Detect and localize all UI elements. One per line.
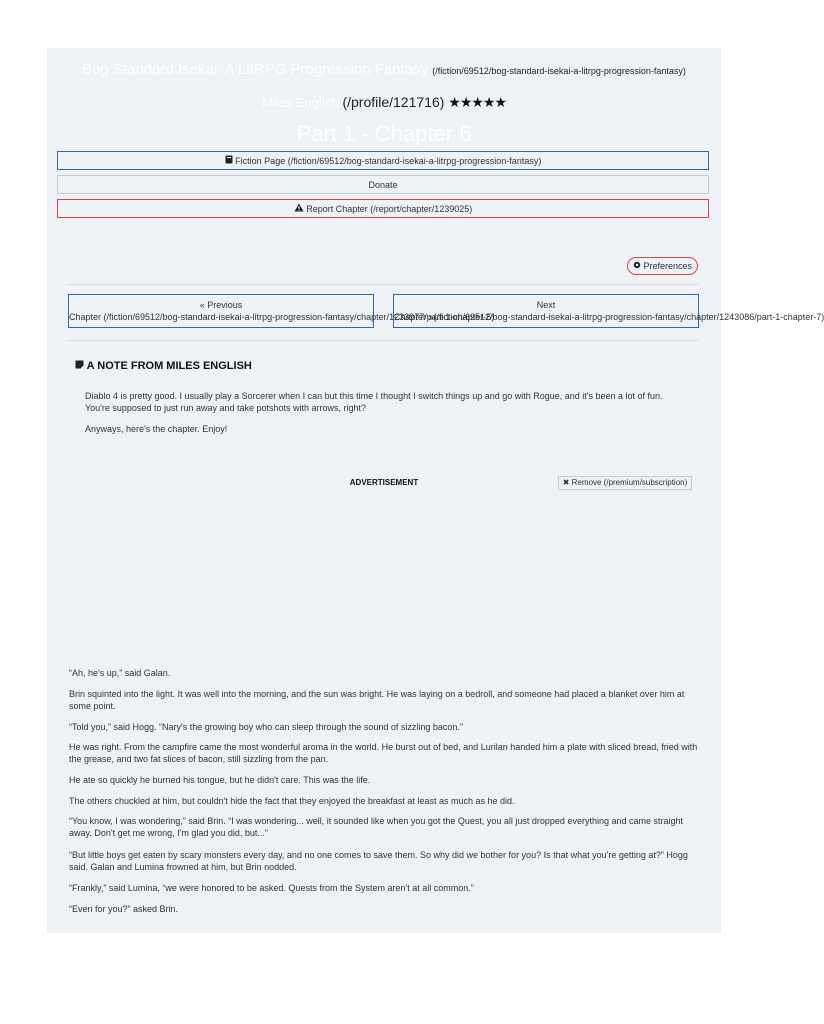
previous-chapter-url: Chapter (/fiction/69512/bog-standard-isekai-a-litrpg-progression-fantasy/chapter/1233977/part-1-chapter-5) bbox=[69, 312, 495, 322]
fiction-page-label: Fiction Page (/fiction/69512/bog-standard-isekai-a-litrpg-progression-fantasy) bbox=[235, 156, 542, 166]
fiction-title-url: (/fiction/69512/bog-standard-isekai-a-litrpg-progression-fantasy) bbox=[432, 66, 686, 76]
fiction-title-row bbox=[47, 60, 721, 81]
previous-chapter-button[interactable] bbox=[68, 294, 495, 328]
preferences-button[interactable] bbox=[627, 257, 698, 275]
donate-button[interactable] bbox=[57, 175, 709, 194]
author-row bbox=[47, 92, 721, 113]
story-paragraph: The others chuckled at him, but couldn't hide the fact that they enjoyed the breakfast at least as much as he did. bbox=[69, 796, 515, 806]
previous-label: « Previous bbox=[199, 300, 243, 310]
story-paragraph: “Frankly,” said Lumina, “we were honored to be asked. Quests from the System aren't at all common.” bbox=[69, 883, 474, 893]
preferences-label: Preferences bbox=[643, 261, 693, 271]
report-chapter-label: Report Chapter (/report/chapter/1239025) bbox=[306, 204, 473, 214]
chapter-page bbox=[47, 48, 824, 933]
close-icon: ✖ bbox=[562, 478, 570, 487]
divider bbox=[68, 284, 698, 285]
gear-icon bbox=[633, 258, 641, 274]
story-paragraph: “You know, I was wondering,” said Brin. “I was wondering... well, it sounded like when you got the Quest, you all just dropped everything and came straight away. Don't get me wrong, I'm glad you did, but...” bbox=[69, 816, 684, 838]
author-note-heading bbox=[75, 360, 252, 372]
author-url: (/profile/121716) bbox=[342, 94, 445, 110]
donate-label: Donate bbox=[368, 180, 398, 190]
author-link[interactable]: Miles English bbox=[261, 95, 339, 110]
chapter-title: Part 1 - Chapter 6 bbox=[296, 121, 472, 146]
book-icon bbox=[225, 152, 233, 171]
story-paragraph: “But little boys get eaten by scary monsters every day, and no one comes to save them. So why did we bother for you? Is that what you're getting at?” Hogg said. Galan and Lumina frowned at him, but Brin nodded. bbox=[69, 850, 688, 872]
divider bbox=[68, 340, 698, 341]
author-note-paragraph: Diablo 4 is pretty good. I usually play a Sorcerer when I can but this time I thought I switch things up and go with Rogue, and it's been a lot of fun. You're supposed to just run away and take potshots with arrows, right? bbox=[85, 391, 663, 413]
author-note-paragraph: Anyways, here's the chapter. Enjoy! bbox=[85, 424, 228, 434]
story-paragraph: “Even for you?” asked Brin. bbox=[69, 904, 179, 914]
story-paragraph: He was right. From the campfire came the most wonderful aroma in the world. He burst out of bed, and Lurilan handed him a plate with sliced bread, fried with the grease, and two fat slices of bacon, still sizzling from the pan. bbox=[69, 742, 698, 764]
next-chapter-url: Chapter »(/fiction/69512/bog-standard-isekai-a-litrpg-progression-fantasy/chapter/1243086/part-1-chapter-7) bbox=[394, 312, 824, 322]
author-note-title: A NOTE FROM MILES ENGLISH bbox=[86, 360, 252, 372]
report-chapter-button[interactable] bbox=[57, 199, 709, 218]
story-paragraph: He ate so quickly he burned his tongue, but he didn't care. This was the life. bbox=[69, 775, 371, 785]
story-paragraph: “Ah, he's up,” said Galan. bbox=[69, 668, 171, 678]
story-paragraph: “Told you,” said Hogg. “Nary's the growing boy who can sleep through the sound of sizzling bacon.” bbox=[69, 722, 463, 732]
advertisement-label: ADVERTISEMENT bbox=[349, 478, 419, 487]
next-chapter-button[interactable] bbox=[393, 294, 824, 328]
fiction-page-button[interactable] bbox=[57, 151, 709, 170]
next-label: Next bbox=[536, 300, 556, 310]
remove-ads-label: Remove (/premium/subscription) bbox=[571, 478, 688, 487]
fiction-title-link[interactable]: Bog Standard Isekai: A LitRPG Progression Fantasy bbox=[82, 61, 429, 78]
remove-ads-button[interactable] bbox=[558, 476, 692, 490]
rating-stars-icon: ★★★★★ bbox=[448, 94, 507, 110]
warning-icon bbox=[294, 200, 304, 219]
note-icon bbox=[75, 360, 84, 372]
story-paragraph: Brin squinted into the light. It was well into the morning, and the sun was bright. He was laying on a bedroll, and someone had placed a blanket over him at some point. bbox=[69, 689, 685, 711]
